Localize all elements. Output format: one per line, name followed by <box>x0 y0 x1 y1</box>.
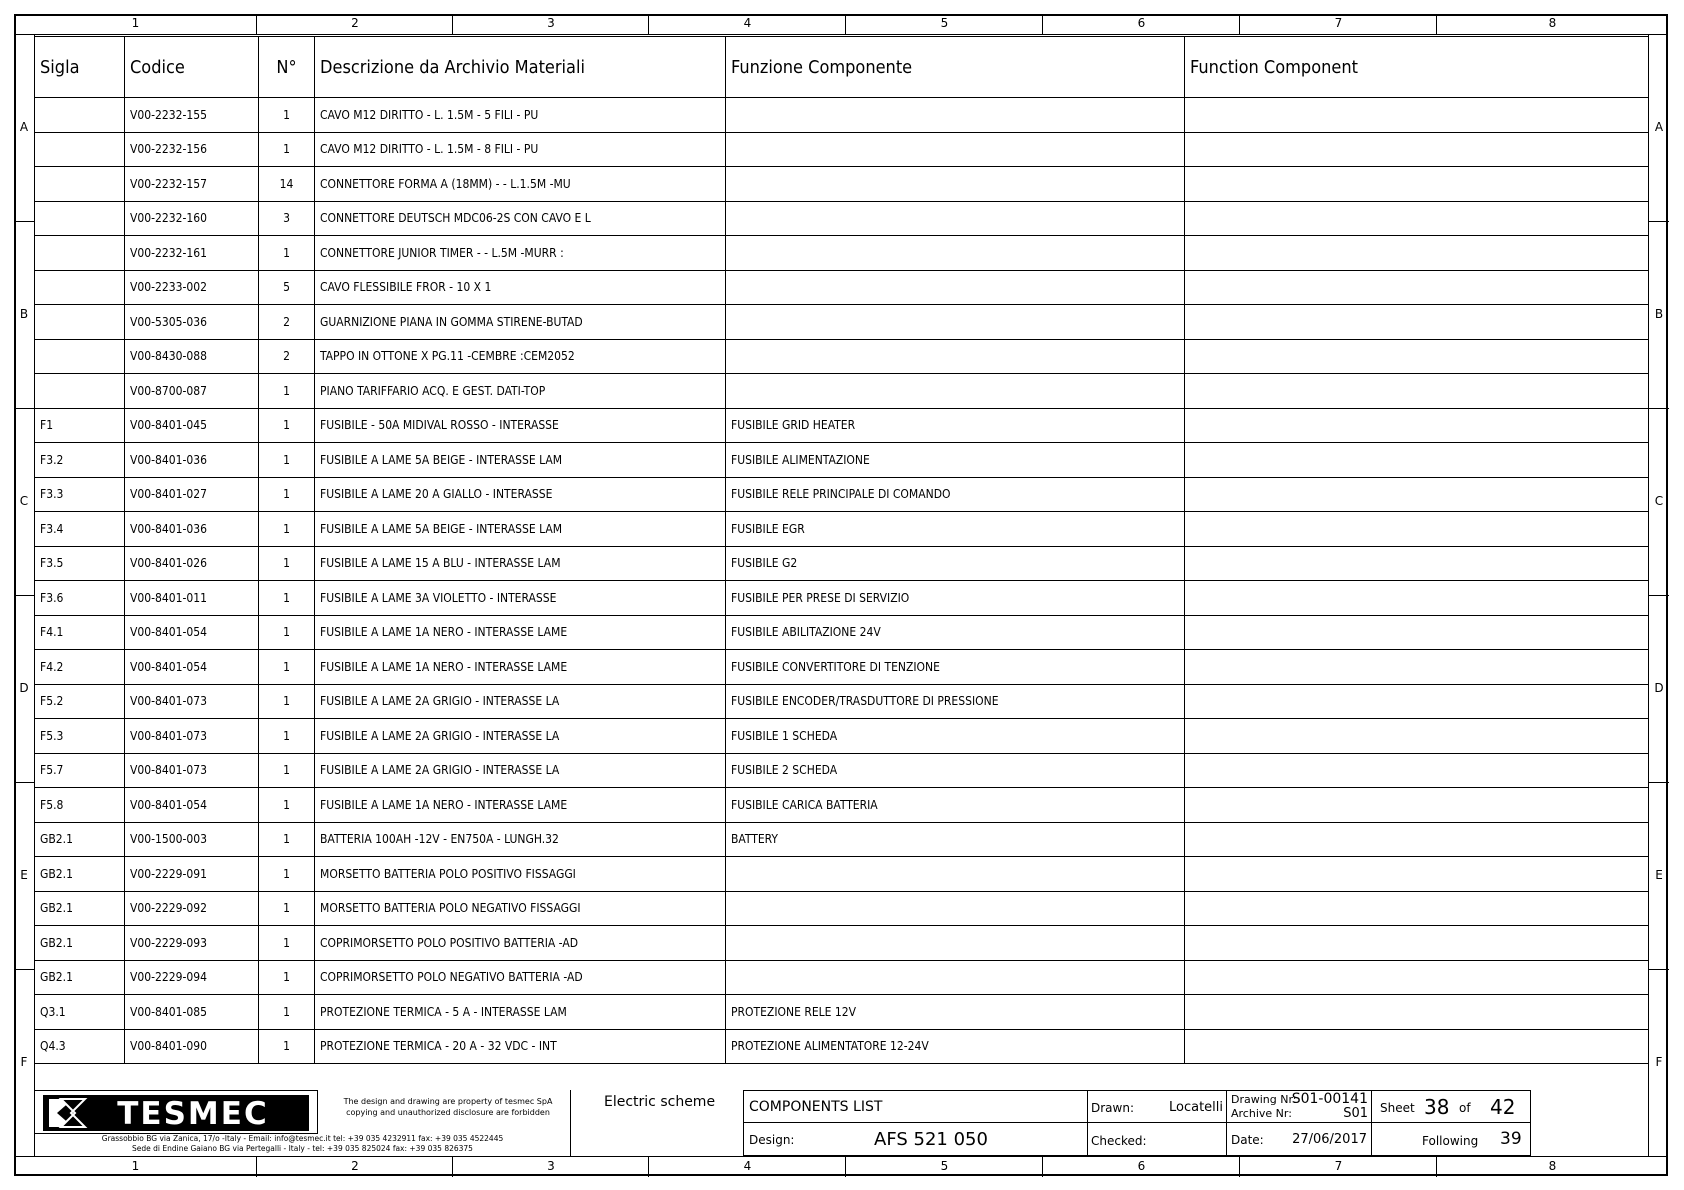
cell-n: 14 <box>259 167 315 202</box>
design-value: AFS 521 050 <box>874 1129 988 1150</box>
cell-n: 1 <box>259 857 315 892</box>
cell-codice: V00-8401-054 <box>125 788 259 823</box>
cell-codice: V00-8401-036 <box>125 512 259 547</box>
drawn-value: Locatelli <box>1168 1100 1223 1115</box>
table-row <box>35 443 1649 478</box>
cell-function <box>1185 857 1649 892</box>
cell-n: 1 <box>259 132 315 167</box>
cell-function <box>1185 615 1649 650</box>
cell-sigla <box>35 374 125 409</box>
cell-funzione: FUSIBILE G2 <box>726 546 1185 581</box>
cell-sigla: GB2.1 <box>35 857 125 892</box>
cell-funzione: FUSIBILE 2 SCHEDA <box>726 753 1185 788</box>
cell-funzione: FUSIBILE ABILITAZIONE 24V <box>726 615 1185 650</box>
cell-function <box>1185 822 1649 857</box>
cell-descrizione: FUSIBILE A LAME 1A NERO - INTERASSE LAME <box>315 615 726 650</box>
column-cell <box>1043 14 1240 34</box>
cell-codice: V00-2229-093 <box>125 926 259 961</box>
table-row <box>35 960 1649 995</box>
cell-n: 1 <box>259 546 315 581</box>
zone-letter: E <box>20 867 28 882</box>
logo-wordmark: TESMEC <box>117 1096 269 1131</box>
cell-funzione <box>726 857 1185 892</box>
column-cell <box>1240 14 1437 34</box>
cell-n: 1 <box>259 443 315 478</box>
date-value: 27/06/2017 <box>1292 1132 1367 1147</box>
cell-n: 1 <box>259 374 315 409</box>
cell-sigla: GB2.1 <box>35 822 125 857</box>
cell-n: 2 <box>259 339 315 374</box>
cell-n: 1 <box>259 236 315 271</box>
cell-funzione <box>726 960 1185 995</box>
zone-divider <box>14 595 34 596</box>
cell-codice: V00-2232-161 <box>125 236 259 271</box>
drawing-nr-value: S01-00141 <box>1291 1091 1368 1107</box>
cell-funzione: FUSIBILE PER PRESE DI SERVIZIO <box>726 581 1185 616</box>
table-row <box>35 719 1649 754</box>
note-line-2: copying and unauthorized disclosure are forbidden <box>346 1108 550 1117</box>
cell-function <box>1185 236 1649 271</box>
cell-codice: V00-8401-054 <box>125 615 259 650</box>
cell-funzione <box>726 132 1185 167</box>
cell-n: 1 <box>259 891 315 926</box>
company-address <box>34 1134 571 1156</box>
zone-letter: B <box>19 306 29 321</box>
cell-sigla: F5.7 <box>35 753 125 788</box>
column-cell <box>453 1157 649 1177</box>
cell-n: 1 <box>259 477 315 512</box>
cell-codice: V00-2232-160 <box>125 201 259 236</box>
column-number: 2 <box>351 16 359 30</box>
cell-function <box>1185 305 1649 340</box>
cell-function <box>1185 926 1649 961</box>
cell-descrizione: FUSIBILE A LAME 5A BEIGE - INTERASSE LAM <box>315 512 726 547</box>
cell-funzione: FUSIBILE ENCODER/TRASDUTTORE DI PRESSIONE <box>726 684 1185 719</box>
cell-codice: V00-8700-087 <box>125 374 259 409</box>
zone-letter: E <box>1655 867 1663 882</box>
cell-funzione <box>726 926 1185 961</box>
zone-divider <box>1649 221 1669 222</box>
cell-descrizione: TAPPO IN OTTONE X PG.11 -CEMBRE :CEM2052 <box>315 339 726 374</box>
zone-letter: F <box>20 1054 28 1069</box>
cell-codice: V00-8401-073 <box>125 719 259 754</box>
header-quantity: N° <box>259 37 315 98</box>
column-ruler-top <box>14 14 1668 35</box>
header-function: Function Component <box>1185 37 1649 98</box>
table-row <box>35 753 1649 788</box>
cell-sigla: F1 <box>35 408 125 443</box>
cell-codice: V00-8401-036 <box>125 443 259 478</box>
column-cell <box>1437 1157 1668 1177</box>
cell-codice: V00-2229-092 <box>125 891 259 926</box>
cell-codice: V00-2232-156 <box>125 132 259 167</box>
table-row <box>35 684 1649 719</box>
table-row <box>35 236 1649 271</box>
cell-function <box>1185 201 1649 236</box>
cell-codice: V00-2229-094 <box>125 960 259 995</box>
following-cell <box>1371 1122 1531 1156</box>
zone-ruler-right <box>1648 34 1669 1156</box>
zone-letter: A <box>1654 119 1664 134</box>
cell-funzione: PROTEZIONE ALIMENTATORE 12-24V <box>726 1029 1185 1064</box>
cell-descrizione: FUSIBILE A LAME 5A BEIGE - INTERASSE LAM <box>315 443 726 478</box>
column-cell <box>1240 1157 1437 1177</box>
cell-funzione <box>726 339 1185 374</box>
cell-sigla: GB2.1 <box>35 960 125 995</box>
cell-function <box>1185 581 1649 616</box>
cell-codice: V00-2233-002 <box>125 270 259 305</box>
cell-sigla: Q3.1 <box>35 995 125 1030</box>
cell-codice: V00-8401-027 <box>125 477 259 512</box>
zone-letter: F <box>1655 1054 1663 1069</box>
electric-scheme-label: Electric scheme <box>604 1094 716 1110</box>
cell-n: 2 <box>259 305 315 340</box>
cell-descrizione: FUSIBILE A LAME 2A GRIGIO - INTERASSE LA <box>315 719 726 754</box>
zone-divider <box>1649 782 1669 783</box>
cell-sigla: F5.8 <box>35 788 125 823</box>
cell-function <box>1185 546 1649 581</box>
table-row <box>35 270 1649 305</box>
table-row <box>35 339 1649 374</box>
cell-funzione <box>726 305 1185 340</box>
cell-funzione <box>726 374 1185 409</box>
sheet-cell <box>1371 1090 1531 1123</box>
cell-function <box>1185 891 1649 926</box>
column-number: 4 <box>743 16 752 30</box>
table-row <box>35 98 1649 133</box>
column-cell <box>649 1157 846 1177</box>
zone-letter: C <box>1654 493 1664 508</box>
cell-function <box>1185 477 1649 512</box>
cell-function <box>1185 960 1649 995</box>
cell-funzione: PROTEZIONE RELE 12V <box>726 995 1185 1030</box>
address-line-2: Sede di Endine Gaiano BG via Pertegalli - Italy - tel: +39 035 825024 fax: +39 035 826375 <box>132 1144 473 1153</box>
cell-n: 1 <box>259 408 315 443</box>
cell-function <box>1185 753 1649 788</box>
cell-function <box>1185 132 1649 167</box>
table-header-row <box>35 37 1649 98</box>
cell-descrizione: FUSIBILE - 50A MIDIVAL ROSSO - INTERASSE <box>315 408 726 443</box>
sheet-total: 42 <box>1490 1095 1516 1119</box>
zone-letter: A <box>19 119 29 134</box>
column-cell <box>257 1157 453 1177</box>
column-cell <box>846 14 1043 34</box>
table-row <box>35 305 1649 340</box>
table-row <box>35 650 1649 685</box>
cell-n: 1 <box>259 753 315 788</box>
cell-function <box>1185 995 1649 1030</box>
cell-funzione: FUSIBILE GRID HEATER <box>726 408 1185 443</box>
table-row <box>35 995 1649 1030</box>
cell-descrizione: MORSETTO BATTERIA POLO NEGATIVO FISSAGGI <box>315 891 726 926</box>
archive-nr-label: Archive Nr: <box>1231 1107 1292 1120</box>
cell-descrizione: PROTEZIONE TERMICA - 5 A - INTERASSE LAM <box>315 995 726 1030</box>
cell-funzione: FUSIBILE EGR <box>726 512 1185 547</box>
cell-n: 1 <box>259 581 315 616</box>
cell-codice: V00-8401-045 <box>125 408 259 443</box>
zone-letter: D <box>19 680 29 695</box>
cell-sigla <box>35 236 125 271</box>
cell-descrizione: CAVO M12 DIRITTO - L. 1.5M - 5 FILI - PU <box>315 98 726 133</box>
table-row <box>35 201 1649 236</box>
cell-n: 1 <box>259 822 315 857</box>
cell-funzione: FUSIBILE CARICA BATTERIA <box>726 788 1185 823</box>
zone-divider <box>14 782 34 783</box>
cell-descrizione: FUSIBILE A LAME 2A GRIGIO - INTERASSE LA <box>315 684 726 719</box>
cell-sigla: F4.1 <box>35 615 125 650</box>
cell-descrizione: FUSIBILE A LAME 15 A BLU - INTERASSE LAM <box>315 546 726 581</box>
zone-divider <box>14 221 34 222</box>
cell-codice: V00-8401-085 <box>125 995 259 1030</box>
column-number: 5 <box>940 1159 949 1173</box>
design-label: Design: <box>749 1133 795 1147</box>
table-row <box>35 788 1649 823</box>
column-number: 4 <box>743 1159 752 1173</box>
cell-n: 1 <box>259 926 315 961</box>
zone-divider <box>1649 969 1669 970</box>
cell-descrizione: CONNETTORE FORMA A (18MM) - - L.1.5M -MU <box>315 167 726 202</box>
cell-funzione <box>726 891 1185 926</box>
cell-function <box>1185 270 1649 305</box>
cell-sigla: Q4.3 <box>35 1029 125 1064</box>
zone-letter: C <box>19 493 29 508</box>
cell-funzione <box>726 98 1185 133</box>
note-line-1: The design and drawing are property of tesmec SpA <box>343 1097 553 1106</box>
design-cell <box>743 1122 1088 1156</box>
cell-sigla: GB2.1 <box>35 926 125 961</box>
cell-descrizione: PROTEZIONE TERMICA - 20 A - 32 VDC - INT <box>315 1029 726 1064</box>
header-funzione: Funzione Componente <box>726 37 1185 98</box>
column-number: 8 <box>1548 1159 1557 1173</box>
zone-divider <box>14 408 34 409</box>
cell-codice: V00-1500-003 <box>125 822 259 857</box>
cell-codice: V00-5305-036 <box>125 305 259 340</box>
table-row <box>35 857 1649 892</box>
cell-n: 3 <box>259 201 315 236</box>
header-descrizione: Descrizione da Archivio Materiali <box>315 37 726 98</box>
cell-sigla: F3.4 <box>35 512 125 547</box>
cell-descrizione: FUSIBILE A LAME 20 A GIALLO - INTERASSE <box>315 477 726 512</box>
cell-sigla <box>35 270 125 305</box>
column-cell <box>14 14 257 34</box>
cell-funzione: BATTERY <box>726 822 1185 857</box>
column-cell <box>649 14 846 34</box>
cell-sigla: F3.2 <box>35 443 125 478</box>
column-cell <box>846 1157 1043 1177</box>
table-row <box>35 167 1649 202</box>
cell-n: 1 <box>259 615 315 650</box>
cell-n: 1 <box>259 960 315 995</box>
column-number: 1 <box>131 16 140 30</box>
cell-n: 1 <box>259 788 315 823</box>
drawing-nr-cell <box>1226 1090 1372 1123</box>
cell-funzione <box>726 236 1185 271</box>
cell-sigla <box>35 201 125 236</box>
cell-sigla <box>35 167 125 202</box>
cell-sigla: GB2.1 <box>35 891 125 926</box>
components-list-title: COMPONENTS LIST <box>749 1099 883 1115</box>
cell-sigla: F4.2 <box>35 650 125 685</box>
drawing-nr-label: Drawing Nr: <box>1231 1093 1297 1106</box>
table-row <box>35 512 1649 547</box>
zone-divider <box>14 969 34 970</box>
cell-descrizione: COPRIMORSETTO POLO POSITIVO BATTERIA -AD <box>315 926 726 961</box>
cell-descrizione: FUSIBILE A LAME 2A GRIGIO - INTERASSE LA <box>315 753 726 788</box>
checked-label: Checked: <box>1091 1134 1147 1148</box>
sheet-label: Sheet <box>1380 1101 1415 1115</box>
cell-codice: V00-2232-157 <box>125 167 259 202</box>
cell-codice: V00-8401-073 <box>125 684 259 719</box>
cell-codice: V00-8401-090 <box>125 1029 259 1064</box>
table-body <box>35 98 1649 1064</box>
archive-nr-value: S01 <box>1343 1106 1368 1121</box>
cell-n: 5 <box>259 270 315 305</box>
cell-function <box>1185 408 1649 443</box>
components-table <box>34 36 1649 1064</box>
of-label: of <box>1459 1101 1471 1115</box>
header-sigla: Sigla <box>35 37 125 98</box>
column-number: 6 <box>1137 1159 1146 1173</box>
cell-n: 1 <box>259 1029 315 1064</box>
cell-sigla <box>35 132 125 167</box>
column-cell <box>1043 1157 1240 1177</box>
following-value: 39 <box>1500 1129 1522 1149</box>
sheet-value: 38 <box>1424 1095 1450 1119</box>
cell-codice: V00-2232-155 <box>125 98 259 133</box>
cell-function <box>1185 443 1649 478</box>
table-row <box>35 546 1649 581</box>
column-number: 7 <box>1334 16 1343 30</box>
column-number: 8 <box>1548 16 1557 30</box>
column-number: 5 <box>940 16 949 30</box>
cell-function <box>1185 98 1649 133</box>
cell-function <box>1185 719 1649 754</box>
zone-divider <box>1649 408 1669 409</box>
cell-descrizione: PIANO TARIFFARIO ACQ. E GEST. DATI-TOP <box>315 374 726 409</box>
cell-sigla: F3.6 <box>35 581 125 616</box>
table-row <box>35 408 1649 443</box>
zone-letter: D <box>1654 680 1664 695</box>
column-number: 3 <box>547 16 555 30</box>
cell-descrizione: FUSIBILE A LAME 1A NERO - INTERASSE LAME <box>315 788 726 823</box>
cell-function <box>1185 788 1649 823</box>
cell-function <box>1185 339 1649 374</box>
column-number: 2 <box>351 1159 359 1173</box>
components-list-cell <box>743 1090 1088 1123</box>
zone-ruler-left <box>14 34 35 1156</box>
cell-function <box>1185 1029 1649 1064</box>
table-row <box>35 132 1649 167</box>
column-number: 7 <box>1334 1159 1343 1173</box>
cell-n: 1 <box>259 98 315 133</box>
column-number: 6 <box>1137 16 1146 30</box>
cell-sigla <box>35 98 125 133</box>
cell-descrizione: BATTERIA 100AH -12V - EN750A - LUNGH.32 <box>315 822 726 857</box>
cell-function <box>1185 650 1649 685</box>
column-cell <box>1437 14 1668 34</box>
table-row <box>35 374 1649 409</box>
cell-codice: V00-8401-011 <box>125 581 259 616</box>
table-row <box>35 581 1649 616</box>
cell-n: 1 <box>259 995 315 1030</box>
cell-codice: V00-8401-054 <box>125 650 259 685</box>
header-codice: Codice <box>125 37 259 98</box>
cell-sigla: F5.3 <box>35 719 125 754</box>
column-cell <box>257 14 453 34</box>
cell-funzione: FUSIBILE RELE PRINCIPALE DI COMANDO <box>726 477 1185 512</box>
cell-n: 1 <box>259 719 315 754</box>
table-row <box>35 477 1649 512</box>
address-line-1: Grassobbio BG via Zanica, 17/o -Italy - Email: info@tesmec.it tel: +39 035 4232911 fax: +39 035 4522445 <box>101 1134 504 1143</box>
cell-funzione: FUSIBILE ALIMENTAZIONE <box>726 443 1185 478</box>
cell-function <box>1185 684 1649 719</box>
zone-divider <box>1649 595 1669 596</box>
cell-codice: V00-8401-073 <box>125 753 259 788</box>
cell-function <box>1185 374 1649 409</box>
cell-descrizione: GUARNIZIONE PIANA IN GOMMA STIRENE-BUTAD <box>315 305 726 340</box>
cell-descrizione: CAVO M12 DIRITTO - L. 1.5M - 8 FILI - PU <box>315 132 726 167</box>
table-row <box>35 822 1649 857</box>
column-number: 3 <box>547 1159 555 1173</box>
cell-function <box>1185 167 1649 202</box>
cell-function <box>1185 512 1649 547</box>
cell-funzione: FUSIBILE 1 SCHEDA <box>726 719 1185 754</box>
cell-n: 1 <box>259 650 315 685</box>
column-ruler-bottom <box>14 1156 1668 1177</box>
column-number: 1 <box>131 1159 140 1173</box>
column-cell <box>14 1157 257 1177</box>
cell-sigla <box>35 339 125 374</box>
table-row <box>35 615 1649 650</box>
table-row <box>35 926 1649 961</box>
table-row <box>35 1029 1649 1064</box>
cell-n: 1 <box>259 512 315 547</box>
following-label: Following <box>1422 1134 1479 1148</box>
zone-letter: B <box>1654 306 1664 321</box>
cell-sigla: F5.2 <box>35 684 125 719</box>
cell-n: 1 <box>259 684 315 719</box>
cell-sigla: F3.3 <box>35 477 125 512</box>
cell-descrizione: COPRIMORSETTO POLO NEGATIVO BATTERIA -AD <box>315 960 726 995</box>
date-label: Date: <box>1231 1133 1264 1147</box>
table-row <box>35 891 1649 926</box>
drawn-cell <box>1087 1090 1227 1123</box>
cell-sigla: F3.5 <box>35 546 125 581</box>
cell-sigla <box>35 305 125 340</box>
checked-cell <box>1087 1122 1227 1156</box>
date-cell <box>1226 1122 1372 1156</box>
cell-codice: V00-8401-026 <box>125 546 259 581</box>
column-cell <box>453 14 649 34</box>
drawn-label: Drawn: <box>1091 1101 1134 1115</box>
cell-funzione <box>726 270 1185 305</box>
title-block <box>34 1090 1648 1156</box>
cell-descrizione: CAVO FLESSIBILE FROR - 10 X 1 <box>315 270 726 305</box>
cell-funzione <box>726 167 1185 202</box>
cell-codice: V00-2229-091 <box>125 857 259 892</box>
cell-funzione <box>726 201 1185 236</box>
cell-descrizione: CONNETTORE JUNIOR TIMER - - L.5M -MURR : <box>315 236 726 271</box>
cell-descrizione: FUSIBILE A LAME 3A VIOLETTO - INTERASSE <box>315 581 726 616</box>
cell-funzione: FUSIBILE CONVERTITORE DI TENZIONE <box>726 650 1185 685</box>
cell-descrizione: MORSETTO BATTERIA POLO POSITIVO FISSAGGI <box>315 857 726 892</box>
cell-descrizione: CONNETTORE DEUTSCH MDC06-2S CON CAVO E L <box>315 201 726 236</box>
cell-codice: V00-8430-088 <box>125 339 259 374</box>
cell-descrizione: FUSIBILE A LAME 1A NERO - INTERASSE LAME <box>315 650 726 685</box>
